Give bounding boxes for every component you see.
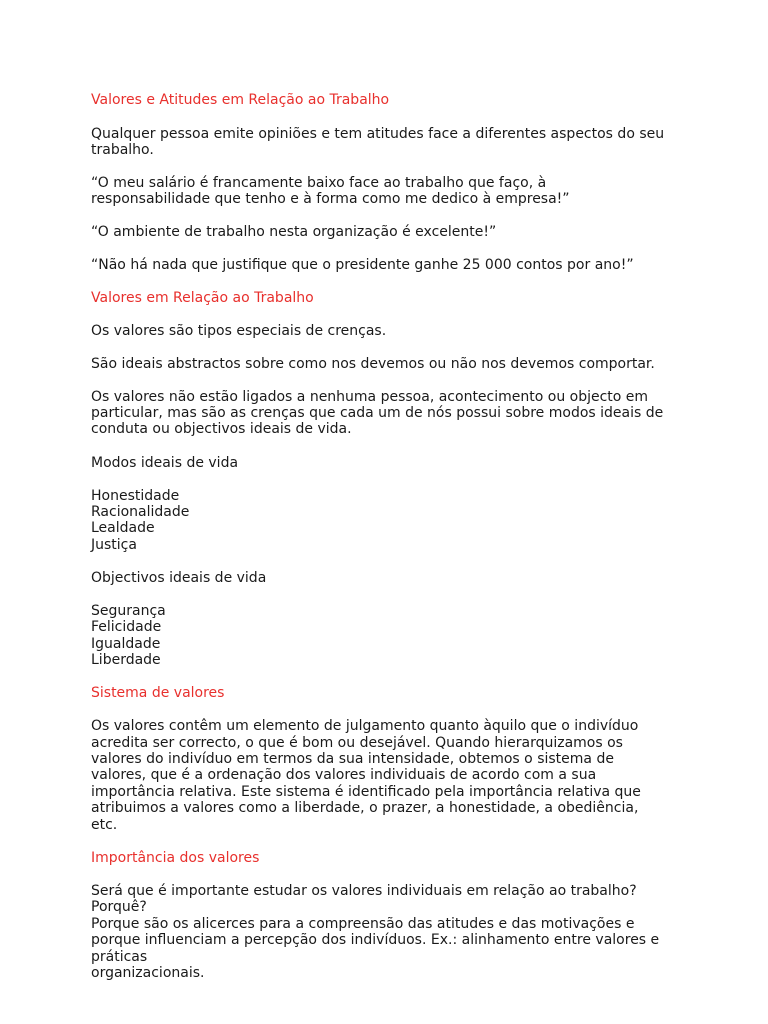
paragraph-line: particular, mas são as crenças que cada um de nós possui sobre modos ideais de [91,405,664,421]
quote-line: responsabilidade que tenho e à forma como me dedico à empresa!” [91,191,570,207]
paragraph-line: acredita ser correcto, o que é bom ou desejável. Quando hierarquizamos os [91,735,623,751]
quote-line: “Não há nada que justifique que o presidente ganhe 25 000 contos por ano!” [91,257,634,273]
list-item: Racionalidade [91,504,190,520]
paragraph-line: valores do indivíduo em termos da sua intensidade, obtemos o sistema de [91,751,614,767]
paragraph-line: importância relativa. Este sistema é identificado pela importância relativa que [91,784,641,800]
paragraph-line: Os valores são tipos especiais de crenças. [91,323,387,339]
paragraph-line: organizacionais. [91,965,205,981]
list-item: Liberdade [91,652,161,668]
list-item: Igualdade [91,636,161,652]
list-item: Honestidade [91,488,180,504]
paragraph-line: práticas [91,949,148,965]
list-item: Segurança [91,603,166,619]
quote-line: “O meu salário é francamente baixo face ao trabalho que faço, à [91,175,547,191]
paragraph-line: Será que é importante estudar os valores individuais em relação ao trabalho? [91,883,637,899]
paragraph-line: etc. [91,817,118,833]
list-item: Lealdade [91,520,155,536]
section-heading: Importância dos valores [91,850,260,866]
section-heading: Valores em Relação ao Trabalho [91,290,314,306]
document-title: Valores e Atitudes em Relação ao Trabalho [91,92,390,108]
list-item: Felicidade [91,619,162,635]
paragraph-line: Os valores não estão ligados a nenhuma pessoa, acontecimento ou objecto em [91,389,649,405]
intro-line: Qualquer pessoa emite opiniões e tem atitudes face a diferentes aspectos do seu [91,126,665,142]
quote-line: “O ambiente de trabalho nesta organização é excelente!” [91,224,497,240]
paragraph-line: Porque são os alicerces para a compreensão das atitudes e das motivações e [91,916,635,932]
paragraph-line: Porquê? [91,899,147,915]
paragraph-line: conduta ou objectivos ideais de vida. [91,421,352,437]
paragraph-line: Os valores contêm um elemento de julgamento quanto àquilo que o indivíduo [91,718,639,734]
paragraph-line: porque influenciam a percepção dos indivíduos. Ex.: alinhamento entre valores e [91,932,660,948]
list-title: Modos ideais de vida [91,455,239,471]
section-heading: Sistema de valores [91,685,225,701]
paragraph-line: São ideais abstractos sobre como nos devemos ou não nos devemos comportar. [91,356,655,372]
list-item: Justiça [91,537,137,553]
intro-line: trabalho. [91,142,154,158]
paragraph-line: atribuimos a valores como a liberdade, o prazer, a honestidade, a obediência, [91,800,639,816]
paragraph-line: valores, que é a ordenação dos valores individuais de acordo com a sua [91,767,597,783]
list-title: Objectivos ideais de vida [91,570,267,586]
